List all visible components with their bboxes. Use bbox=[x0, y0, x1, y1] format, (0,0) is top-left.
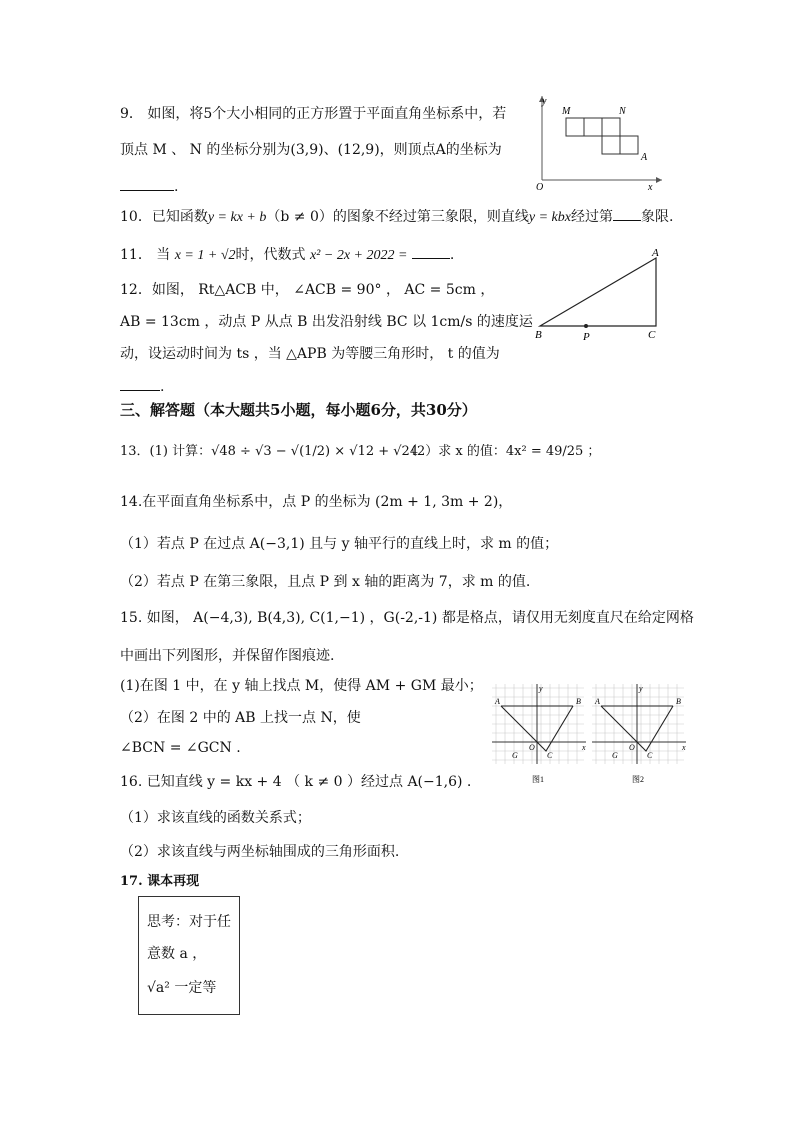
fig12-b-label: B bbox=[535, 329, 542, 341]
q10-text-d: 象限. bbox=[640, 209, 674, 225]
fig9-n-label: N bbox=[619, 106, 626, 117]
q10-function: y = kx + b bbox=[207, 210, 267, 225]
q9-line1: 9． 如图，将5个大小相同的正方形置于平面直角坐标系中，若 bbox=[120, 106, 507, 122]
q10-condition: （b ≠ 0） bbox=[266, 209, 333, 225]
q9-answer-line bbox=[120, 176, 178, 197]
q16-part1: （1）求该直线的函数关系式； bbox=[120, 810, 311, 826]
q11-expression: x² − 2x + 2022 = bbox=[309, 248, 408, 263]
fig15-2-o-label: O bbox=[629, 743, 635, 752]
q10-text-b: 的图象不经过第三象限，则直线 bbox=[332, 209, 529, 225]
q11-end: . bbox=[449, 247, 455, 263]
q15-part3: ∠BCN = ∠GCN . bbox=[120, 740, 241, 756]
fig9-origin-label: O bbox=[536, 182, 544, 193]
fig15-2-a-label: A bbox=[595, 697, 600, 706]
fig15-2-x-label: x bbox=[682, 743, 686, 752]
q15-part1: (1)在图 1 中，在 y 轴上找点 M，使得 AM + GM 最小； bbox=[120, 678, 483, 694]
fig15-1-y-label: y bbox=[539, 684, 543, 693]
q10-line-expr: y = kbx bbox=[528, 210, 571, 225]
q17-title: 17. 课本再现 bbox=[120, 874, 200, 889]
fig15-2-c-label: C bbox=[647, 751, 653, 760]
q15-figure-2 bbox=[592, 684, 688, 784]
q11-condition: x = 1 + √2 bbox=[174, 248, 236, 263]
fig15-2-g-label: G bbox=[612, 751, 618, 760]
q9-figure bbox=[528, 92, 668, 192]
q12-line3: 动，设运动时间为 ts ，当 △APB 为等腰三角形时， t 的值为 bbox=[120, 346, 500, 362]
fig9-m-label: M bbox=[562, 106, 571, 117]
q12-line2: AB = 13cm ，动点 P 从点 B 出发沿射线 BC 以 1cm/s 的速度运 bbox=[120, 314, 533, 330]
fig9-x-label: x bbox=[648, 182, 653, 193]
fig9-y-label: y bbox=[542, 96, 547, 107]
q12-tail: . bbox=[160, 379, 165, 395]
q9-line2: 顶点 M 、 N 的坐标分别为(3,9)、(12,9)，则顶点A的坐标为 bbox=[120, 142, 502, 158]
q10-line bbox=[120, 206, 673, 228]
fig12-p-label: P bbox=[583, 331, 590, 343]
q9-tail: . bbox=[174, 179, 179, 195]
q13-part1: 13．(1) 计算：√48 ÷ √3 − √(1/2) × √12 + √24 bbox=[120, 444, 419, 459]
q15-figure-1 bbox=[492, 684, 588, 784]
q11-line bbox=[120, 244, 454, 266]
q12-line1: 12．如图， Rt△ACB 中， ∠ACB = 90° ， AC = 5cm ， bbox=[120, 282, 495, 298]
fig9-a-label: A bbox=[641, 152, 648, 163]
fig15-1-c-label: C bbox=[547, 751, 553, 760]
q12-answer-line bbox=[120, 376, 164, 397]
q14-part1: （1）若点 P 在过点 A(−3,1) 且与 y 轴平行的直线上时，求 m 的值； bbox=[120, 536, 559, 552]
q11-text-a: 11． 当 bbox=[120, 247, 171, 263]
answer-blank[interactable] bbox=[412, 244, 450, 259]
fig15-caption-2: 图2 bbox=[632, 775, 644, 784]
fig15-1-x-label: x bbox=[582, 743, 586, 752]
fig15-1-b-label: B bbox=[576, 697, 581, 706]
q15-stem1: 15. 如图， A(−4,3), B(4,3), C(1,−1) ，G(-2,-1) 都是格点，请仅用无刻度直尺在给定网格 bbox=[120, 610, 694, 626]
q11-text-b: 时，代数式 bbox=[235, 247, 306, 263]
q15-stem2: 中画出下列图形，并保留作图痕迹. bbox=[120, 648, 335, 664]
q16-part2: （2）求该直线与两坐标轴围成的三角形面积. bbox=[120, 844, 400, 860]
answer-blank[interactable] bbox=[613, 206, 641, 221]
answer-blank[interactable] bbox=[120, 176, 174, 191]
fig12-c-label: C bbox=[648, 329, 656, 341]
q10-text-c: 经过第 bbox=[570, 209, 613, 225]
fig15-1-g-label: G bbox=[512, 751, 518, 760]
q16-stem: 16. 已知直线 y = kx + 4 （ k ≠ 0 ）经过点 A(−1,6) . bbox=[120, 774, 472, 790]
q15-part2: （2）在图 2 中的 AB 上找一点 N，使 bbox=[120, 710, 361, 726]
note-line-1: 思考：对于任 bbox=[147, 914, 231, 930]
fig15-1-o-label: O bbox=[529, 743, 535, 752]
q14-stem: 14.在平面直角坐标系中，点 P 的坐标为 (2m + 1, 3m + 2)， bbox=[120, 494, 513, 510]
answer-blank[interactable] bbox=[120, 376, 160, 391]
q13-part2: （2）求 x 的值：4x² = 49/25 ； bbox=[404, 444, 601, 459]
note-line-2: 意数 a ， bbox=[147, 946, 207, 962]
q14-part2: （2）若点 P 在第三象限，且点 P 到 x 轴的距离为 7，求 m 的值. bbox=[120, 574, 531, 590]
note-line-3: √a² 一定等 bbox=[147, 980, 217, 996]
section-heading: 三、解答题（本大题共5小题，每小题6分，共30分） bbox=[120, 401, 477, 419]
q12-figure bbox=[530, 246, 670, 346]
fig15-caption-1: 图1 bbox=[532, 775, 544, 784]
q10-text-a: 10．已知函数 bbox=[120, 209, 208, 225]
fig15-2-b-label: B bbox=[676, 697, 681, 706]
fig15-2-y-label: y bbox=[639, 684, 643, 693]
fig15-1-a-label: A bbox=[495, 697, 500, 706]
textbook-note-box bbox=[138, 896, 240, 1015]
fig12-a-label: A bbox=[652, 247, 659, 259]
